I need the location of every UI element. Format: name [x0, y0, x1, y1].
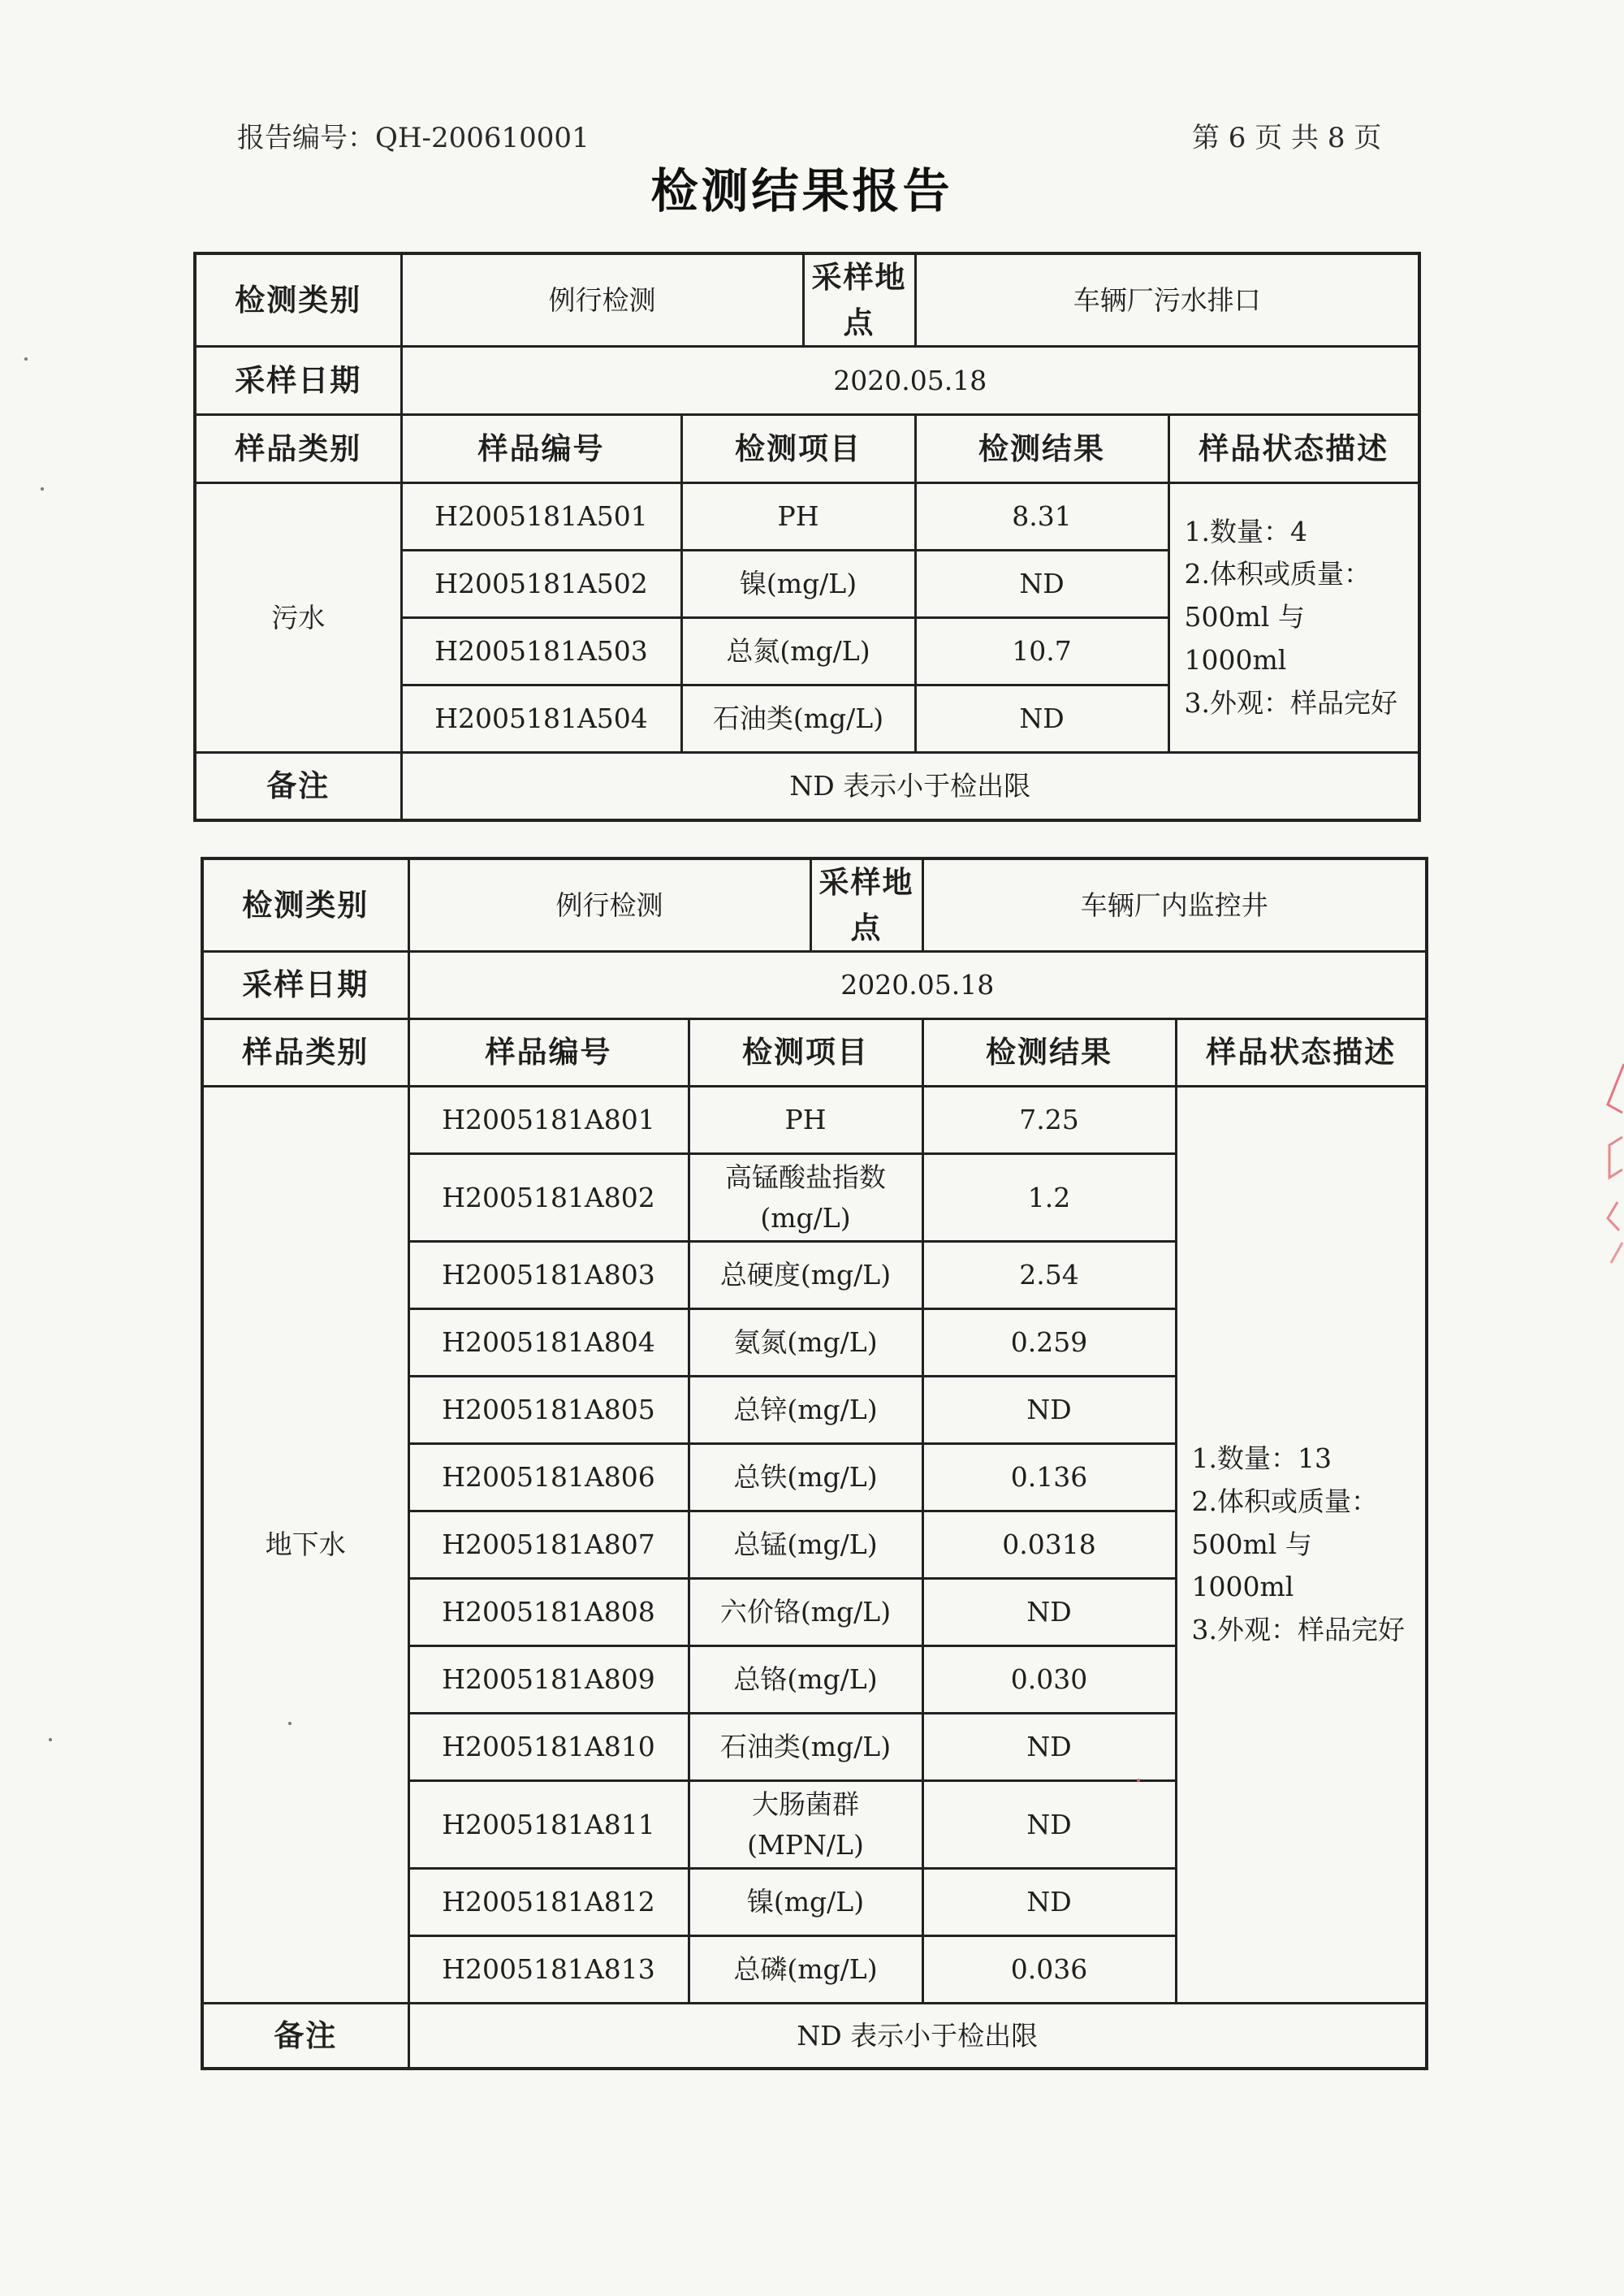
test-item: 氨氮(mg/L) [689, 1309, 922, 1377]
location-label: 采样地点 [803, 253, 915, 347]
sample-no: H2005181A811 [408, 1781, 689, 1869]
sample-no: H2005181A809 [408, 1646, 689, 1714]
page-title: 检测结果报告 [650, 163, 953, 218]
scan-speck [24, 357, 28, 361]
sample-no: H2005181A802 [408, 1154, 689, 1242]
sample-no: H2005181A807 [408, 1511, 689, 1579]
date-value: 2020.05.18 [408, 952, 1427, 1019]
test-result: ND [922, 1781, 1176, 1869]
sample-no: H2005181A504 [401, 685, 681, 753]
sample-no: H2005181A803 [408, 1242, 689, 1309]
sample-no: H2005181A805 [408, 1377, 689, 1444]
test-result: 0.030 [922, 1646, 1176, 1714]
state-header: 样品状态描述 [1176, 1019, 1427, 1087]
sample-state-description [1176, 1087, 1427, 2004]
test-item: 六价铬(mg/L) [689, 1579, 922, 1646]
test-result: ND [922, 1869, 1176, 1936]
test-result: ND [922, 1377, 1176, 1444]
test-result: 2.54 [922, 1242, 1176, 1309]
page-info: 第 6 页 共 8 页 [1192, 122, 1382, 154]
result-table-2 [201, 857, 1428, 2070]
scan-speck [288, 1722, 292, 1725]
test-item: 总磷(mg/L) [689, 1936, 922, 2004]
test-result: ND [915, 551, 1168, 618]
sample-type-header: 样品类别 [195, 415, 401, 483]
state-line: 1.数量：13 [1191, 1442, 1332, 1474]
test-result: 10.7 [915, 618, 1168, 685]
test-item: PH [689, 1087, 922, 1154]
result-header: 检测结果 [915, 415, 1168, 483]
test-item: 总铁(mg/L) [689, 1444, 922, 1511]
date-label: 采样日期 [202, 952, 408, 1019]
category-value: 例行检测 [408, 858, 810, 952]
test-result: ND [915, 685, 1168, 753]
sample-no: H2005181A503 [401, 618, 681, 685]
category-value: 例行检测 [401, 253, 803, 347]
state-line: 500ml 与 1000ml [1191, 1528, 1312, 1603]
test-result: 7.25 [922, 1087, 1176, 1154]
sample-type-value: 污水 [195, 483, 401, 753]
remark-value: ND 表示小于检出限 [408, 2004, 1427, 2069]
test-result: 0.036 [922, 1936, 1176, 2004]
report-number [237, 115, 590, 155]
state-line: 2.体积或质量： [1191, 1485, 1378, 1517]
test-result: ND [922, 1579, 1176, 1646]
report-number-value: QH-200610001 [375, 122, 590, 154]
test-item: 大肠菌群(MPN/L) [689, 1781, 922, 1869]
location-value: 车辆厂污水排口 [915, 253, 1419, 347]
test-item: 总锰(mg/L) [689, 1511, 922, 1579]
scan-speck [49, 1738, 52, 1741]
sample-no: H2005181A810 [408, 1714, 689, 1781]
sample-type-value: 地下水 [202, 1087, 408, 2004]
state-line: 2.体积或质量： [1184, 558, 1371, 590]
sample-no-header: 样品编号 [408, 1019, 689, 1087]
sample-no: H2005181A808 [408, 1579, 689, 1646]
sample-no: H2005181A813 [408, 1936, 689, 2004]
test-item: PH [681, 483, 915, 551]
result-table-1 [193, 252, 1421, 822]
remark-label: 备注 [202, 2004, 408, 2069]
sample-no-header: 样品编号 [401, 415, 681, 483]
category-label: 检测类别 [202, 858, 408, 952]
result-header: 检测结果 [922, 1019, 1176, 1087]
test-result: 0.259 [922, 1309, 1176, 1377]
test-item: 镍(mg/L) [681, 551, 915, 618]
location-label: 采样地点 [810, 858, 922, 952]
state-line: 500ml 与 1000ml [1184, 601, 1305, 676]
test-item: 石油类(mg/L) [689, 1714, 922, 1781]
item-header: 检测项目 [689, 1019, 922, 1087]
remark-value: ND 表示小于检出限 [401, 753, 1419, 820]
test-item: 高锰酸盐指数(mg/L) [689, 1154, 922, 1242]
sample-no: H2005181A501 [401, 483, 681, 551]
item-header: 检测项目 [681, 415, 915, 483]
test-result: 8.31 [915, 483, 1168, 551]
test-item: 总铬(mg/L) [689, 1646, 922, 1714]
state-header: 样品状态描述 [1168, 415, 1419, 483]
test-item: 总硬度(mg/L) [689, 1242, 922, 1309]
sample-no: H2005181A812 [408, 1869, 689, 1936]
state-line: 3.外观：样品完好 [1184, 686, 1397, 719]
category-label: 检测类别 [195, 253, 401, 347]
date-value: 2020.05.18 [401, 347, 1419, 415]
date-label: 采样日期 [195, 347, 401, 415]
test-item: 石油类(mg/L) [681, 685, 915, 753]
test-item: 镍(mg/L) [689, 1869, 922, 1936]
scan-speck [1137, 1779, 1140, 1782]
sample-no: H2005181A804 [408, 1309, 689, 1377]
sample-no: H2005181A502 [401, 551, 681, 618]
seal-stamp-fragment [1601, 1056, 1624, 1267]
sample-no: H2005181A801 [408, 1087, 689, 1154]
test-result: 0.0318 [922, 1511, 1176, 1579]
location-value: 车辆厂内监控井 [922, 858, 1427, 952]
report-number-label: 报告编号： [237, 122, 375, 154]
test-result: 1.2 [922, 1154, 1176, 1242]
sample-type-header: 样品类别 [202, 1019, 408, 1087]
remark-label: 备注 [195, 753, 401, 820]
state-line: 3.外观：样品完好 [1191, 1614, 1405, 1646]
test-result: ND [922, 1714, 1176, 1781]
test-result: 0.136 [922, 1444, 1176, 1511]
test-item: 总氮(mg/L) [681, 618, 915, 685]
sample-state-description [1168, 483, 1419, 753]
sample-no: H2005181A806 [408, 1444, 689, 1511]
scan-speck [41, 487, 44, 491]
state-line: 1.数量：4 [1184, 515, 1307, 547]
test-item: 总锌(mg/L) [689, 1377, 922, 1444]
